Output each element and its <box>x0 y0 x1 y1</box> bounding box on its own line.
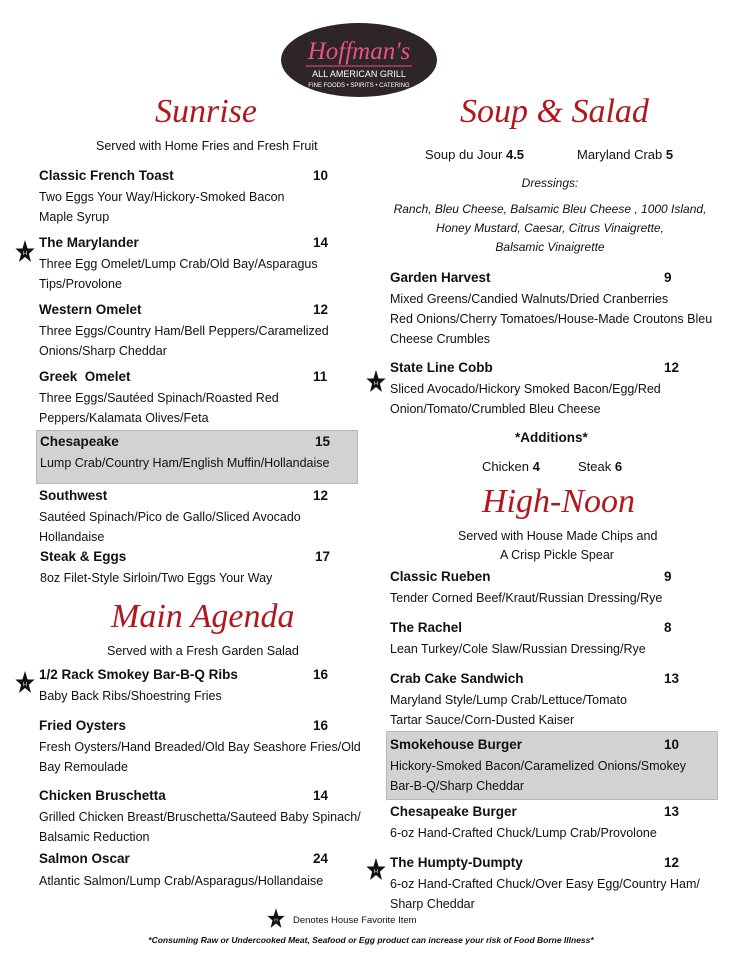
menu-item-price: 12 <box>664 855 680 870</box>
hoffmans-logo <box>280 22 438 98</box>
menu-item-desc-line: Red Onions/Cherry Tomatoes/House-Made Croutons Bleu <box>390 312 713 326</box>
menu-item-name: Greek Omelet <box>39 369 131 384</box>
menu-item-desc-line: Three Eggs/Sautéed Spinach/Roasted Red <box>39 391 279 405</box>
menu-item-name: Chesapeake <box>40 434 119 449</box>
menu-item-name: State Line Cobb <box>390 360 493 375</box>
house-favorite-star-icon <box>366 857 386 883</box>
addition-label: Steak <box>578 459 612 474</box>
main-agenda-subtitle: Served with a Fresh Garden Salad <box>107 644 299 658</box>
menu-item-price: 9 <box>664 569 672 584</box>
menu-item-price: 13 <box>664 671 680 686</box>
menu-item-price: 12 <box>313 302 329 317</box>
menu-item-name: Classic Rueben <box>390 569 491 584</box>
menu-item-desc-line: Mixed Greens/Candied Walnuts/Dried Cranberries <box>390 292 669 306</box>
menu-item-name: Southwest <box>39 488 108 503</box>
menu-item-price: 24 <box>313 851 329 866</box>
menu-item-price: 10 <box>313 168 329 183</box>
menu-item-desc-line: Hickory-Smoked Bacon/Caramelized Onions/Smokey <box>390 759 686 773</box>
addition-label: Chicken <box>482 459 529 474</box>
dressings-line: Balsamic Vinaigrette <box>495 240 605 254</box>
menu-item-price: 12 <box>664 360 680 375</box>
menu-item-desc-line: Bay Remoulade <box>39 760 128 774</box>
house-favorite-star-icon <box>366 369 386 395</box>
menu-item-price: 8 <box>664 620 672 635</box>
soup-salad-heading: Soup & Salad <box>460 93 649 130</box>
menu-item-desc-line: Tender Corned Beef/Kraut/Russian Dressing/Rye <box>390 591 663 605</box>
addition-price: 6 <box>614 459 623 474</box>
menu-item-name: The Marylander <box>39 235 139 250</box>
menu-item-price: 12 <box>313 488 329 503</box>
menu-item-desc-line: Cheese Crumbles <box>390 332 491 346</box>
menu-item-desc-line: 6-oz Hand-Crafted Chuck/Over Easy Egg/Country Ham/ <box>390 877 700 891</box>
menu-item-desc-line: Bar-B-Q/Sharp Cheddar <box>390 779 525 793</box>
menu-item-desc-line: Grilled Chicken Breast/Bruschetta/Sauteed Baby Spinach/ <box>39 810 361 824</box>
menu-item-price: 16 <box>313 718 329 733</box>
menu-item-desc-line: Three Egg Omelet/Lump Crab/Old Bay/Asparagus <box>39 257 318 271</box>
menu-item-desc-line: Tartar Sauce/Corn-Dusted Kaiser <box>390 713 575 727</box>
menu-item-name: Smokehouse Burger <box>390 737 523 752</box>
sunrise-heading: Sunrise <box>155 93 257 130</box>
soup-label: Soup du Jour <box>425 147 503 162</box>
menu-item-price: 14 <box>313 788 329 803</box>
high-noon-subtitle-line: Served with House Made Chips and <box>458 529 658 543</box>
high-noon-subtitle-line: A Crisp Pickle Spear <box>500 548 614 562</box>
menu-item-name: Fried Oysters <box>39 718 127 733</box>
sunrise-subtitle: Served with Home Fries and Fresh Fruit <box>96 139 318 153</box>
menu-item-desc-line: Atlantic Salmon/Lump Crab/Asparagus/Hollandaise <box>39 874 324 888</box>
high-noon-heading: High-Noon <box>482 483 635 520</box>
house-favorite-star-icon <box>15 670 35 696</box>
menu-item-desc-line: Baby Back Ribs/Shoestring Fries <box>39 689 222 703</box>
svg-text:H: H <box>23 251 27 257</box>
menu-item-price: 9 <box>664 270 672 285</box>
menu-item-desc-line: Sautéed Spinach/Pico de Gallo/Sliced Avocado <box>39 510 301 524</box>
menu-item-name: The Humpty-Dumpty <box>390 855 523 870</box>
menu-item-desc-line: Lean Turkey/Cole Slaw/Russian Dressing/Rye <box>390 642 646 656</box>
dressings-line: Ranch, Bleu Cheese, Balsamic Bleu Cheese , 1000 Island, <box>393 202 707 216</box>
menu-item-name: Steak & Eggs <box>40 549 127 564</box>
logo-name: Hoffman's <box>307 38 411 65</box>
menu-item-desc-line: 8oz Filet-Style Sirloin/Two Eggs Your Way <box>40 571 273 585</box>
maryland-crab-soup <box>577 147 673 162</box>
menu-item-desc-line: Two Eggs Your Way/Hickory-Smoked Bacon <box>39 190 285 204</box>
menu-item-price: 10 <box>664 737 680 752</box>
menu-item-name: Classic French Toast <box>39 168 174 183</box>
menu-item-name: Western Omelet <box>39 302 142 317</box>
dressings-label: Dressings: <box>521 176 579 190</box>
house-favorite-star-icon <box>15 239 35 265</box>
menu-item-desc-line: Onions/Sharp Cheddar <box>39 344 167 358</box>
svg-text:H: H <box>374 869 378 875</box>
soup-price: 5 <box>665 147 674 162</box>
menu-item-desc-line: Tips/Provolone <box>39 277 122 291</box>
menu-item-price: 15 <box>315 434 331 449</box>
menu-item-desc-line: Balsamic Reduction <box>39 830 150 844</box>
menu-item-desc-line: Peppers/Kalamata Olives/Feta <box>39 411 209 425</box>
svg-text:H: H <box>23 682 27 688</box>
house-favorite-star-icon <box>267 907 285 931</box>
menu-item-name: Chicken Bruschetta <box>39 788 166 803</box>
soup-du-jour <box>425 147 524 162</box>
menu-item-price: 13 <box>664 804 680 819</box>
menu-item-name: Salmon Oscar <box>39 851 130 866</box>
menu-item-name: 1/2 Rack Smokey Bar-B-Q Ribs <box>39 667 238 682</box>
menu-item-desc-line: 6-oz Hand-Crafted Chuck/Lump Crab/Provolone <box>390 826 657 840</box>
menu-item-name: Chesapeake Burger <box>390 804 517 819</box>
logo-line1: ALL AMERICAN GRILL <box>312 69 406 79</box>
food-safety-disclaimer: *Consuming Raw or Undercooked Meat, Seafood or Egg product can increase your risk of Food Borne Illness* <box>148 935 594 945</box>
additions-label: *Additions* <box>515 430 588 445</box>
menu-item-desc-line: Sharp Cheddar <box>390 897 475 911</box>
menu-item-name: Garden Harvest <box>390 270 491 285</box>
main-agenda-heading: Main Agenda <box>111 598 295 635</box>
legend-text: Denotes House Favorite Item <box>293 915 417 926</box>
svg-text:H: H <box>274 918 278 924</box>
menu-item-desc-line: Maryland Style/Lump Crab/Lettuce/Tomato <box>390 693 627 707</box>
soup-price: 4.5 <box>505 147 525 162</box>
menu-item-desc-line: Lump Crab/Country Ham/English Muffin/Hollandaise <box>40 456 330 470</box>
addition-price: 4 <box>532 459 540 474</box>
menu-item-desc-line: Three Eggs/Country Ham/Bell Peppers/Caramelized <box>39 324 329 338</box>
menu-item-name: Crab Cake Sandwich <box>390 671 524 686</box>
soup-label: Maryland Crab <box>577 147 663 162</box>
addition-steak <box>578 459 622 474</box>
menu-item-desc-line: Sliced Avocado/Hickory Smoked Bacon/Egg/Red <box>390 382 661 396</box>
menu-item-price: 14 <box>313 235 329 250</box>
menu-item-price: 17 <box>315 549 331 564</box>
menu-item-desc-line: Onion/Tomato/Crumbled Bleu Cheese <box>390 402 601 416</box>
menu-item-name: The Rachel <box>390 620 463 635</box>
menu-item-desc-line: Fresh Oysters/Hand Breaded/Old Bay Seashore Fries/Old <box>39 740 361 754</box>
menu-item-price: 11 <box>313 369 328 384</box>
menu-item-desc-line: Maple Syrup <box>39 210 110 224</box>
addition-chicken <box>482 459 540 474</box>
svg-text:H: H <box>374 381 378 387</box>
logo-line2: FINE FOODS • SPIRITS • CATERING <box>308 83 410 89</box>
menu-item-price: 16 <box>313 667 329 682</box>
menu-item-desc-line: Hollandaise <box>39 530 105 544</box>
dressings-line: Honey Mustard, Caesar, Citrus Vinaigrette, <box>436 221 664 235</box>
